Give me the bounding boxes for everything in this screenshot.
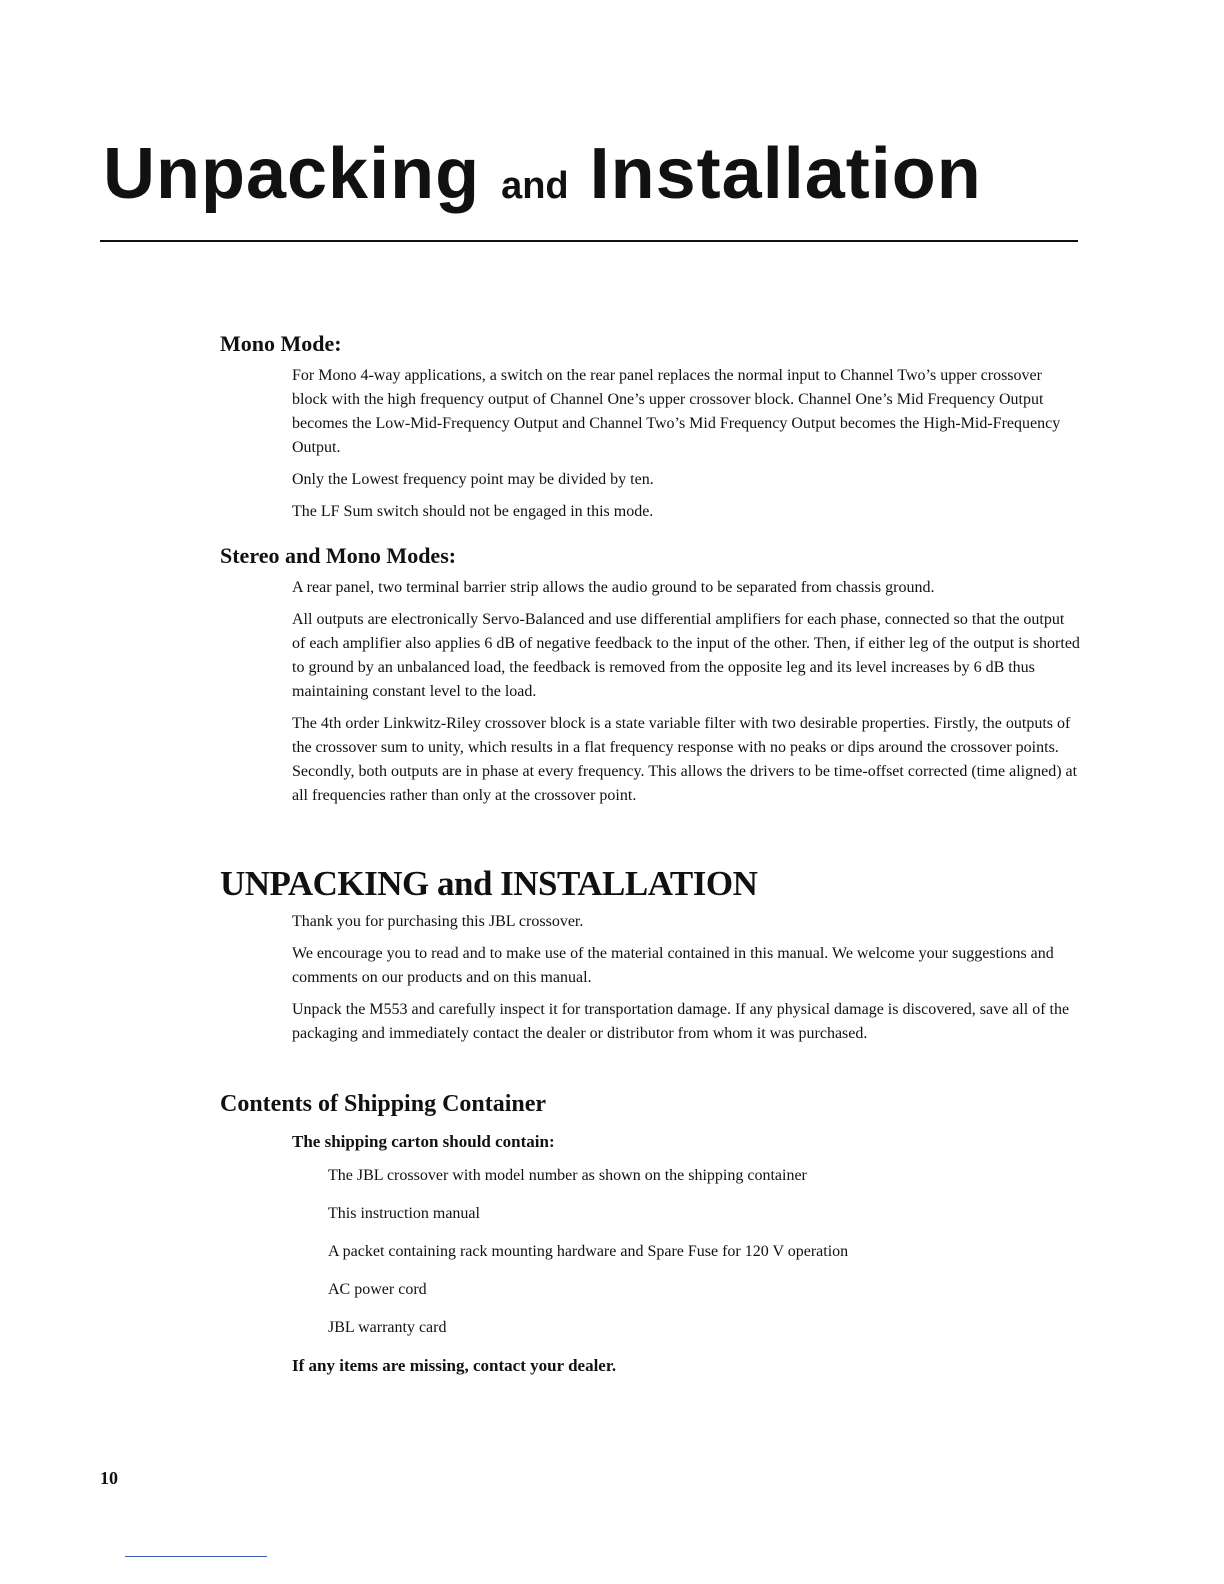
contents-heading: Contents of Shipping Container: [220, 1091, 547, 1117]
stereo-mono-paragraph: All outputs are electronically Servo-Balanced and use differential amplifiers for each phase, connected so that the output of each amplifier also applies 6 dB of negative feedback to the input of the other. Then, if either leg of the output is shorted to ground by an unbalanced load, the feedback is removed from the opposite leg and its level increases by 6 dB thus maintaining constant level to the load.: [292, 611, 1080, 700]
unpacking-heading: UNPACKING and INSTALLATION: [220, 864, 758, 903]
mono-mode-heading: Mono Mode:: [220, 331, 342, 356]
contents-list: [328, 1164, 1080, 1340]
mono-mode-paragraph: The LF Sum switch should not be engaged in this mode.: [292, 503, 654, 520]
unpacking-section: [220, 864, 1080, 1046]
list-item: AC power cord: [328, 1281, 427, 1298]
page-number: 10: [100, 1468, 118, 1488]
title-word-installation: Installation: [589, 134, 982, 214]
contents-closing: If any items are missing, contact your dealer.: [292, 1356, 617, 1375]
unpacking-paragraph: We encourage you to read and to make use of the material contained in this manual. We welcome your suggestions and comments on our products and on this manual.: [292, 945, 1054, 986]
stereo-mono-section: [220, 542, 1080, 808]
list-item: The JBL crossover with model number as shown on the shipping container: [328, 1167, 807, 1184]
title-word-and: and: [501, 165, 569, 207]
contents-section: [220, 1090, 1080, 1378]
footer-divider: [125, 1556, 267, 1557]
list-item: JBL warranty card: [328, 1319, 447, 1336]
stereo-mono-heading: Stereo and Mono Modes:: [220, 543, 457, 568]
mono-mode-paragraph: Only the Lowest frequency point may be divided by ten.: [292, 471, 654, 488]
mono-mode-paragraph: For Mono 4-way applications, a switch on the rear panel replaces the normal input to Channel Two’s upper crossover block with the high frequency output of Channel One’s upper crossover block. Channel One’s Mid Frequency Output becomes the Low-Mid-Frequency Output and Channel Two’s Mid Frequency Output becomes the High-Mid-Frequency Output.: [292, 367, 1061, 456]
contents-intro: The shipping carton should contain:: [292, 1132, 555, 1151]
list-item: This instruction manual: [328, 1205, 480, 1222]
page-title: [103, 134, 982, 214]
stereo-mono-paragraph: The 4th order Linkwitz-Riley crossover block is a state variable filter with two desirable properties. Firstly, the outputs of the crossover sum to unity, which results in a flat frequency response with no peaks or dips around the crossover points. Secondly, both outputs are in phase at every frequency. This allows the drivers to be time-offset corrected (time aligned) at all frequencies rather than only at the crossover point.: [292, 715, 1078, 804]
mono-mode-section: [220, 330, 1080, 524]
unpacking-paragraph: Thank you for purchasing this JBL crossover.: [292, 913, 584, 930]
stereo-mono-paragraph: A rear panel, two terminal barrier strip allows the audio ground to be separated from chassis ground.: [292, 579, 935, 596]
title-divider: [100, 240, 1078, 242]
title-word-unpacking: Unpacking: [103, 134, 481, 214]
list-item: A packet containing rack mounting hardware and Spare Fuse for 120 V operation: [328, 1243, 849, 1260]
unpacking-paragraph: Unpack the M553 and carefully inspect it for transportation damage. If any physical damage is discovered, save all of the packaging and immediately contact the dealer or distributor from whom it was purchased.: [292, 1001, 1070, 1042]
